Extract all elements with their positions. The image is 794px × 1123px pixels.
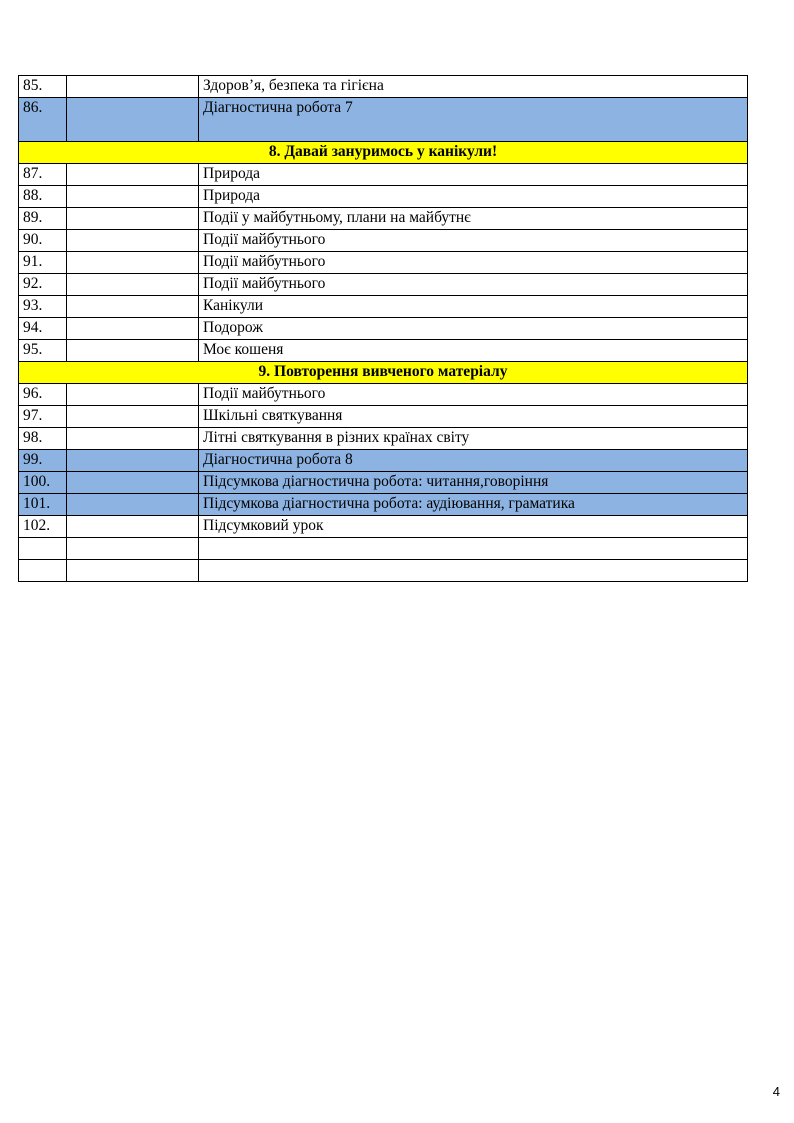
lesson-topic-cell: Моє кошеня <box>199 340 748 362</box>
lesson-number-cell: 87. <box>19 164 67 186</box>
lesson-row <box>19 516 748 538</box>
lesson-row <box>19 428 748 450</box>
section-header-row <box>19 362 748 384</box>
lesson-row <box>19 406 748 428</box>
lesson-plan-table <box>18 75 748 582</box>
diagnostic-lesson-row <box>19 472 748 494</box>
lesson-number-cell: 93. <box>19 296 67 318</box>
lesson-number-cell: 89. <box>19 208 67 230</box>
lesson-date-cell <box>67 450 199 472</box>
lesson-number-cell: 94. <box>19 318 67 340</box>
lesson-number-cell <box>19 560 67 582</box>
lesson-number-cell: 92. <box>19 274 67 296</box>
lesson-number-cell: 97. <box>19 406 67 428</box>
lesson-topic-cell <box>199 538 748 560</box>
lesson-topic-cell: Події майбутнього <box>199 384 748 406</box>
diagnostic-lesson-row <box>19 494 748 516</box>
lesson-topic-cell: Здоров’я, безпека та гігієна <box>199 76 748 98</box>
lesson-topic-cell: Події майбутнього <box>199 230 748 252</box>
lesson-topic-cell: Події майбутнього <box>199 252 748 274</box>
lesson-topic-cell: Літні святкування в різних країнах світу <box>199 428 748 450</box>
lesson-topic-cell: Підсумкова діагностична робота: читання,говоріння <box>199 472 748 494</box>
lesson-date-cell <box>67 274 199 296</box>
lesson-topic-cell: Підсумкова діагностична робота: аудіювання, граматика <box>199 494 748 516</box>
lesson-date-cell <box>67 472 199 494</box>
lesson-row <box>19 560 748 582</box>
section-title: 9. Повторення вивченого матеріалу <box>19 362 748 384</box>
lesson-number-cell: 100. <box>19 472 67 494</box>
lesson-topic-cell: Природа <box>199 164 748 186</box>
lesson-row <box>19 230 748 252</box>
lesson-row <box>19 164 748 186</box>
lesson-date-cell <box>67 340 199 362</box>
lesson-number-cell: 88. <box>19 186 67 208</box>
lesson-date-cell <box>67 516 199 538</box>
lesson-number-cell: 99. <box>19 450 67 472</box>
lesson-topic-cell: Шкільні святкування <box>199 406 748 428</box>
lesson-row <box>19 76 748 98</box>
lesson-number-cell: 101. <box>19 494 67 516</box>
lesson-topic-cell: Природа <box>199 186 748 208</box>
lesson-topic-cell: Діагностична робота 7 <box>199 98 748 142</box>
lesson-date-cell <box>67 560 199 582</box>
lesson-row <box>19 538 748 560</box>
lesson-number-cell: 91. <box>19 252 67 274</box>
lesson-date-cell <box>67 428 199 450</box>
lesson-number-cell: 90. <box>19 230 67 252</box>
lesson-number-cell: 98. <box>19 428 67 450</box>
section-header-row <box>19 142 748 164</box>
lesson-topic-cell: Діагностична робота 8 <box>199 450 748 472</box>
lesson-date-cell <box>67 164 199 186</box>
lesson-topic-cell: Подорож <box>199 318 748 340</box>
lesson-date-cell <box>67 252 199 274</box>
diagnostic-lesson-row <box>19 98 748 142</box>
section-title: 8. Давай зануримось у канікули! <box>19 142 748 164</box>
page-number: 4 <box>772 1084 780 1099</box>
lesson-topic-cell: Підсумковий урок <box>199 516 748 538</box>
lesson-row <box>19 296 748 318</box>
diagnostic-lesson-row <box>19 450 748 472</box>
lesson-plan-body <box>19 76 748 582</box>
lesson-date-cell <box>67 186 199 208</box>
lesson-date-cell <box>67 296 199 318</box>
lesson-topic-cell: Події майбутнього <box>199 274 748 296</box>
lesson-row <box>19 318 748 340</box>
lesson-date-cell <box>67 406 199 428</box>
lesson-date-cell <box>67 494 199 516</box>
lesson-row <box>19 186 748 208</box>
lesson-topic-cell <box>199 560 748 582</box>
lesson-date-cell <box>67 208 199 230</box>
lesson-number-cell: 85. <box>19 76 67 98</box>
lesson-date-cell <box>67 98 199 142</box>
lesson-topic-cell: Канікули <box>199 296 748 318</box>
lesson-number-cell: 96. <box>19 384 67 406</box>
lesson-row <box>19 384 748 406</box>
lesson-number-cell: 86. <box>19 98 67 142</box>
lesson-date-cell <box>67 230 199 252</box>
lesson-number-cell <box>19 538 67 560</box>
lesson-row <box>19 274 748 296</box>
lesson-number-cell: 102. <box>19 516 67 538</box>
lesson-number-cell: 95. <box>19 340 67 362</box>
lesson-date-cell <box>67 318 199 340</box>
lesson-topic-cell: Події у майбутньому, плани на майбутнє <box>199 208 748 230</box>
lesson-date-cell <box>67 538 199 560</box>
lesson-date-cell <box>67 384 199 406</box>
lesson-date-cell <box>67 76 199 98</box>
lesson-row <box>19 340 748 362</box>
lesson-row <box>19 208 748 230</box>
lesson-row <box>19 252 748 274</box>
